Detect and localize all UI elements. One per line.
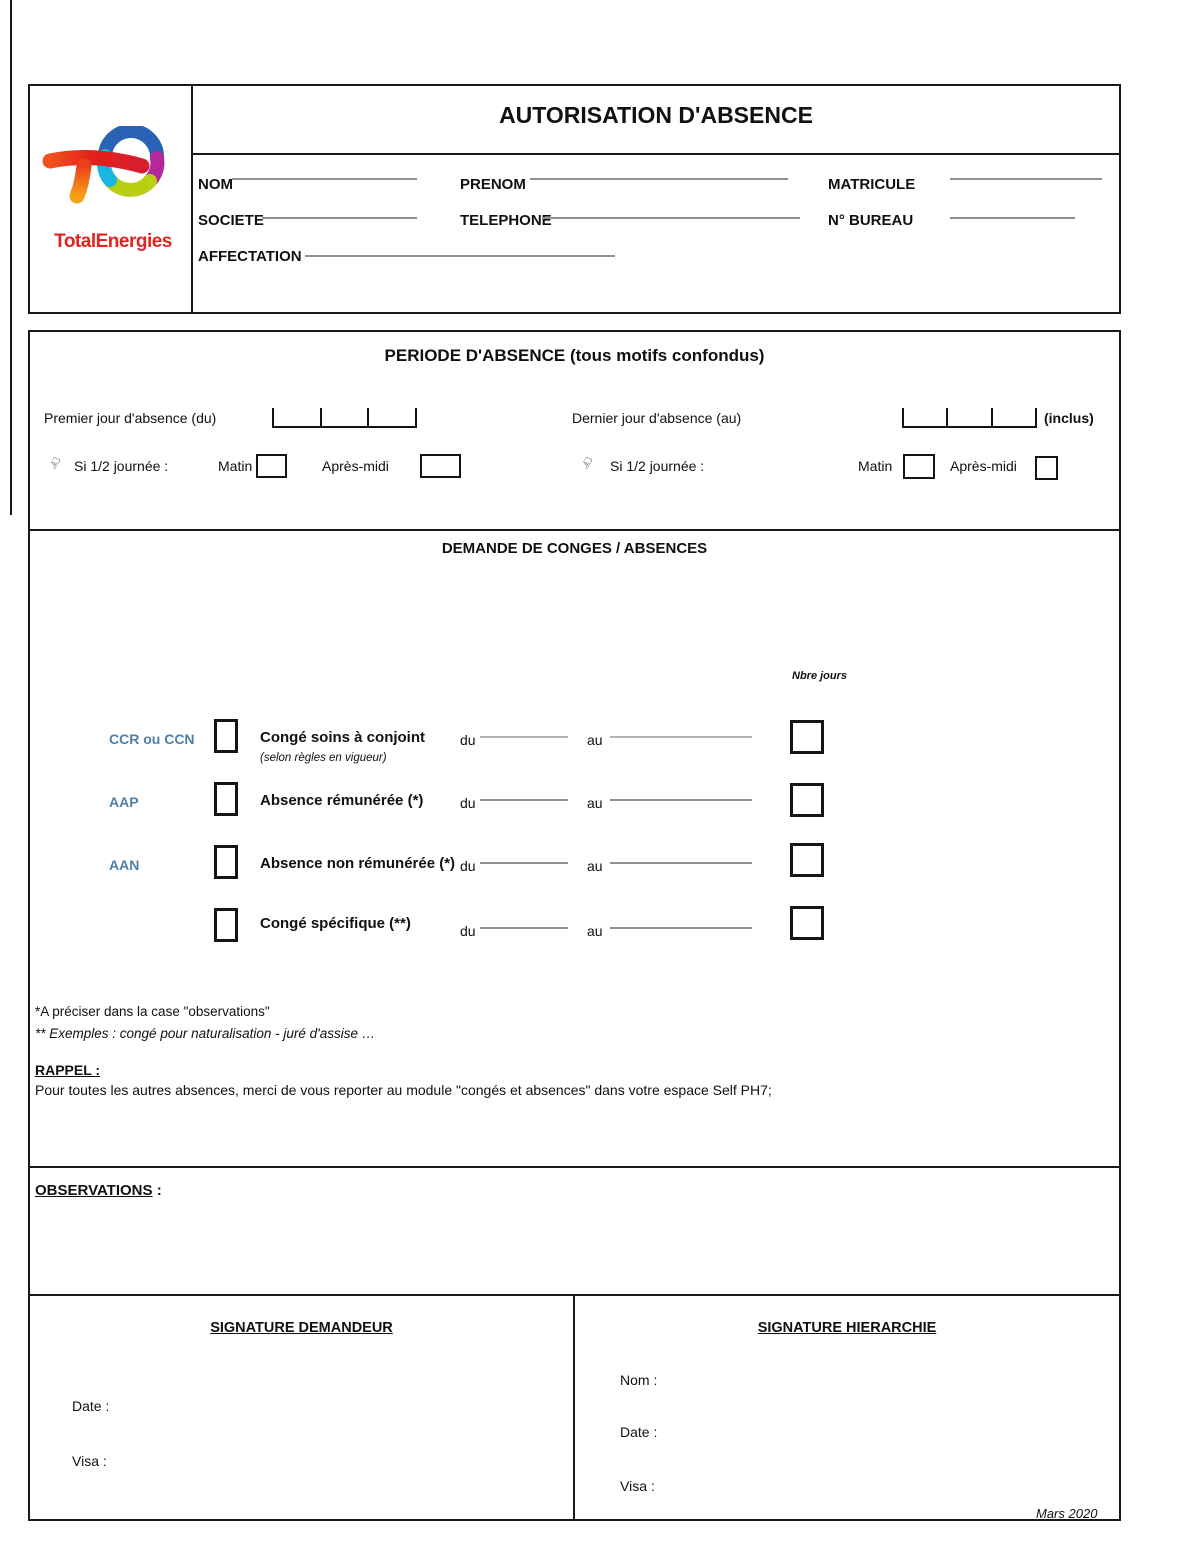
affectation-label: AFFECTATION [198, 248, 302, 265]
apres-midi-checkbox-left[interactable] [420, 454, 461, 478]
footnote-observations: *A préciser dans la case "observations" [35, 1004, 270, 1019]
row2-nbre-jours-box[interactable] [790, 783, 824, 817]
hierarchie-signature-area[interactable] [690, 1366, 1090, 1506]
demi-journee-label-right: Si 1/2 journée : [610, 458, 705, 474]
signature-demandeur-title: SIGNATURE DEMANDEUR [210, 1320, 393, 1336]
premier-jour-label: Premier jour d'absence (du) [44, 410, 217, 426]
row3-label: Absence non rémunérée (*) [260, 855, 456, 872]
inclus-label: (inclus) [1044, 410, 1094, 426]
row3-nbre-jours-box[interactable] [790, 843, 824, 877]
rappel-title: RAPPEL : [35, 1062, 101, 1078]
row3-du-field[interactable] [480, 862, 568, 864]
observations-area[interactable] [35, 1208, 1110, 1288]
societe-field[interactable] [262, 217, 417, 219]
apres-midi-label-right: Après-midi [950, 458, 1017, 474]
periode-section [28, 330, 1121, 531]
row3-code: AAN [109, 857, 140, 873]
row1-code: CCR ou CCN [109, 731, 195, 747]
row4-label: Congé spécifique (**) [260, 915, 411, 932]
demandeur-signature-area[interactable] [160, 1391, 540, 1501]
row2-au-label: au [587, 795, 603, 811]
totalenergies-logo-mark [38, 126, 188, 226]
societe-label: SOCIETE [198, 212, 264, 229]
apres-midi-label-left: Après-midi [322, 458, 389, 474]
prenom-label: PRENOM [460, 176, 526, 193]
bureau-field[interactable] [950, 217, 1075, 219]
signatures-section [28, 1294, 1121, 1521]
row1-du-field[interactable] [480, 736, 568, 738]
row1-au-label: au [587, 732, 603, 748]
row3-au-field[interactable] [610, 862, 752, 864]
row1-du-label: du [460, 732, 476, 748]
telephone-label: TELEPHONE [460, 212, 552, 229]
telephone-field[interactable] [542, 217, 800, 219]
row2-code: AAP [109, 794, 139, 810]
matin-label-left: Matin [218, 458, 253, 474]
page-edge-artifact [10, 0, 12, 515]
hand-pointer-icon: ☞ [575, 452, 597, 473]
demande-title: DEMANDE DE CONGES / ABSENCES [441, 540, 708, 557]
totalenergies-wordmark: TotalEnergies [54, 231, 172, 252]
matin-checkbox-left[interactable] [256, 454, 287, 478]
rappel-text: Pour toutes les autres absences, merci de vous reporter au module "congés et absences" dans votre espace Self PH7; [35, 1082, 772, 1098]
nom-label: NOM [198, 176, 233, 193]
row4-du-label: du [460, 923, 476, 939]
apres-midi-checkbox-right[interactable] [1035, 456, 1058, 480]
dernier-jour-date-field[interactable] [902, 408, 1037, 428]
row4-au-label: au [587, 923, 603, 939]
row3-checkbox[interactable] [214, 845, 238, 879]
hand-pointer-icon: ☞ [43, 452, 65, 473]
demi-journee-label-left: Si 1/2 journée : [74, 458, 169, 474]
form-title: AUTORISATION D'ABSENCE [499, 102, 813, 128]
premier-jour-date-field[interactable] [272, 408, 417, 428]
prenom-field[interactable] [530, 178, 788, 180]
demandeur-date-label: Date : [72, 1398, 110, 1414]
row4-nbre-jours-box[interactable] [790, 906, 824, 940]
affectation-field[interactable] [305, 255, 615, 257]
row2-label: Absence rémunérée (*) [260, 792, 424, 809]
footnote-exemples: ** Exemples : congé pour naturalisation - juré d'assise … [35, 1026, 376, 1041]
row4-du-field[interactable] [480, 927, 568, 929]
title-underline-rule [193, 153, 1119, 155]
demande-section [28, 529, 1121, 1170]
dernier-jour-label: Dernier jour d'absence (au) [572, 410, 742, 426]
row2-du-label: du [460, 795, 476, 811]
row2-au-field[interactable] [610, 799, 752, 801]
hierarchie-visa-label: Visa : [620, 1478, 655, 1494]
matin-checkbox-right[interactable] [903, 454, 935, 479]
periode-title: PERIODE D'ABSENCE (tous motifs confondus) [384, 346, 765, 365]
totalenergies-logo [38, 126, 188, 253]
row1-au-field[interactable] [610, 736, 752, 738]
row3-du-label: du [460, 858, 476, 874]
nom-field[interactable] [232, 178, 417, 180]
hierarchie-nom-label: Nom : [620, 1372, 658, 1388]
header-section [28, 84, 1121, 314]
row1-checkbox[interactable] [214, 719, 238, 753]
demandeur-visa-label: Visa : [72, 1453, 107, 1469]
row2-checkbox[interactable] [214, 782, 238, 816]
observations-label: OBSERVATIONS [35, 1182, 153, 1199]
row4-au-field[interactable] [610, 927, 752, 929]
bureau-label: N° BUREAU [828, 212, 914, 229]
observations-section [28, 1166, 1121, 1298]
row1-nbre-jours-box[interactable] [790, 720, 824, 754]
matin-label-right: Matin [858, 458, 893, 474]
row4-checkbox[interactable] [214, 908, 238, 942]
row3-au-label: au [587, 858, 603, 874]
form-version: Mars 2020 [1036, 1506, 1098, 1521]
row2-du-field[interactable] [480, 799, 568, 801]
signature-hierarchie-title: SIGNATURE HIERARCHIE [757, 1320, 937, 1336]
nbre-jours-label: Nbre jours [792, 670, 848, 682]
matricule-label: MATRICULE [828, 176, 916, 193]
matricule-field[interactable] [950, 178, 1102, 180]
observations-colon: : [152, 1182, 162, 1199]
row1-label: Congé soins à conjoint [260, 729, 426, 746]
row1-sublabel: (selon règles en vigueur) [260, 752, 387, 764]
hierarchie-date-label: Date : [620, 1424, 658, 1440]
